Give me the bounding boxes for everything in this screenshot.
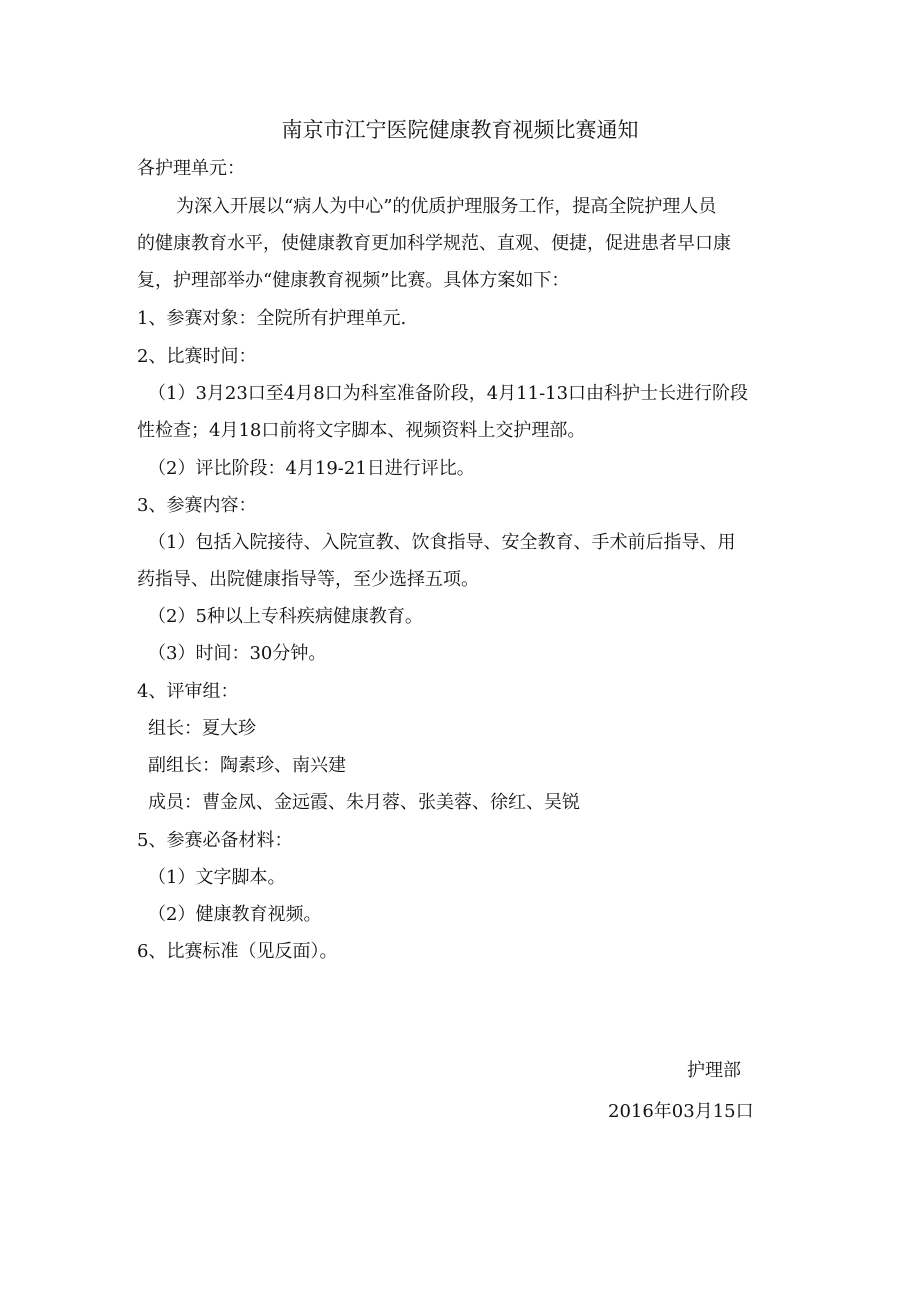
intro-line-3: 复，护理部举办“健康教育视频”比赛。具体方案如下： <box>137 270 570 291</box>
section-5-item-1: （1）文字脚本。 <box>148 867 286 888</box>
section-3-item-1-line-2: 药指导、出院健康指导等，至少选择五项。 <box>137 569 479 590</box>
signature-dept: 护理部 <box>687 1060 741 1081</box>
section-3-item-1-line-1: （1）包括入院接待、入院宣教、饮食指导、安全教育、手术前后指导、用 <box>148 532 736 553</box>
section-3-heading: 3、参赛内容： <box>137 495 257 516</box>
section-4-heading: 4、评审组： <box>137 681 239 702</box>
jury-deputy: 副组长：陶素珍、南兴建 <box>148 755 346 776</box>
section-3-item-2: （2）5种以上专科疾病健康教育。 <box>148 606 423 627</box>
intro-line-1: 为深入开展以“病人为中心”的优质护理服务工作，提高全院护理人员 <box>176 196 717 217</box>
section-2-item-2: （2）评比阶段：4月19-21日进行评比。 <box>148 458 475 479</box>
salutation: 各护理单元： <box>137 158 245 179</box>
section-5-item-2: （2）健康教育视频。 <box>148 904 322 925</box>
section-2-item-1-line-1: （1）3月23口至4月8口为科室准备阶段，4月11-13口由科护士长进行阶段 <box>148 383 749 404</box>
jury-leader: 组长：夏大珍 <box>148 718 256 739</box>
section-1: 1、参赛对象：全院所有护理单元. <box>137 308 407 329</box>
intro-line-2: 的健康教育水平，使健康教育更加科学规范、直观、便捷，促进患者早口康 <box>137 233 731 254</box>
section-6: 6、比赛标准（见反面）。 <box>137 941 338 962</box>
section-3-item-3: （3）时间：30分钟。 <box>148 643 327 664</box>
jury-members: 成员：曹金凤、金远霞、朱月蓉、张美蓉、徐红、吴锐 <box>148 792 580 813</box>
document-title: 南京市江宁医院健康教育视频比赛通知 <box>281 118 639 142</box>
section-2-heading: 2、比赛时间： <box>137 346 257 367</box>
signature-date: 2016年03月15口 <box>608 1101 754 1122</box>
section-5-heading: 5、参赛必备材料： <box>137 830 293 851</box>
section-2-item-1-line-2: 性检查；4月18口前将文字脚本、视频资料上交护理部。 <box>137 420 586 441</box>
